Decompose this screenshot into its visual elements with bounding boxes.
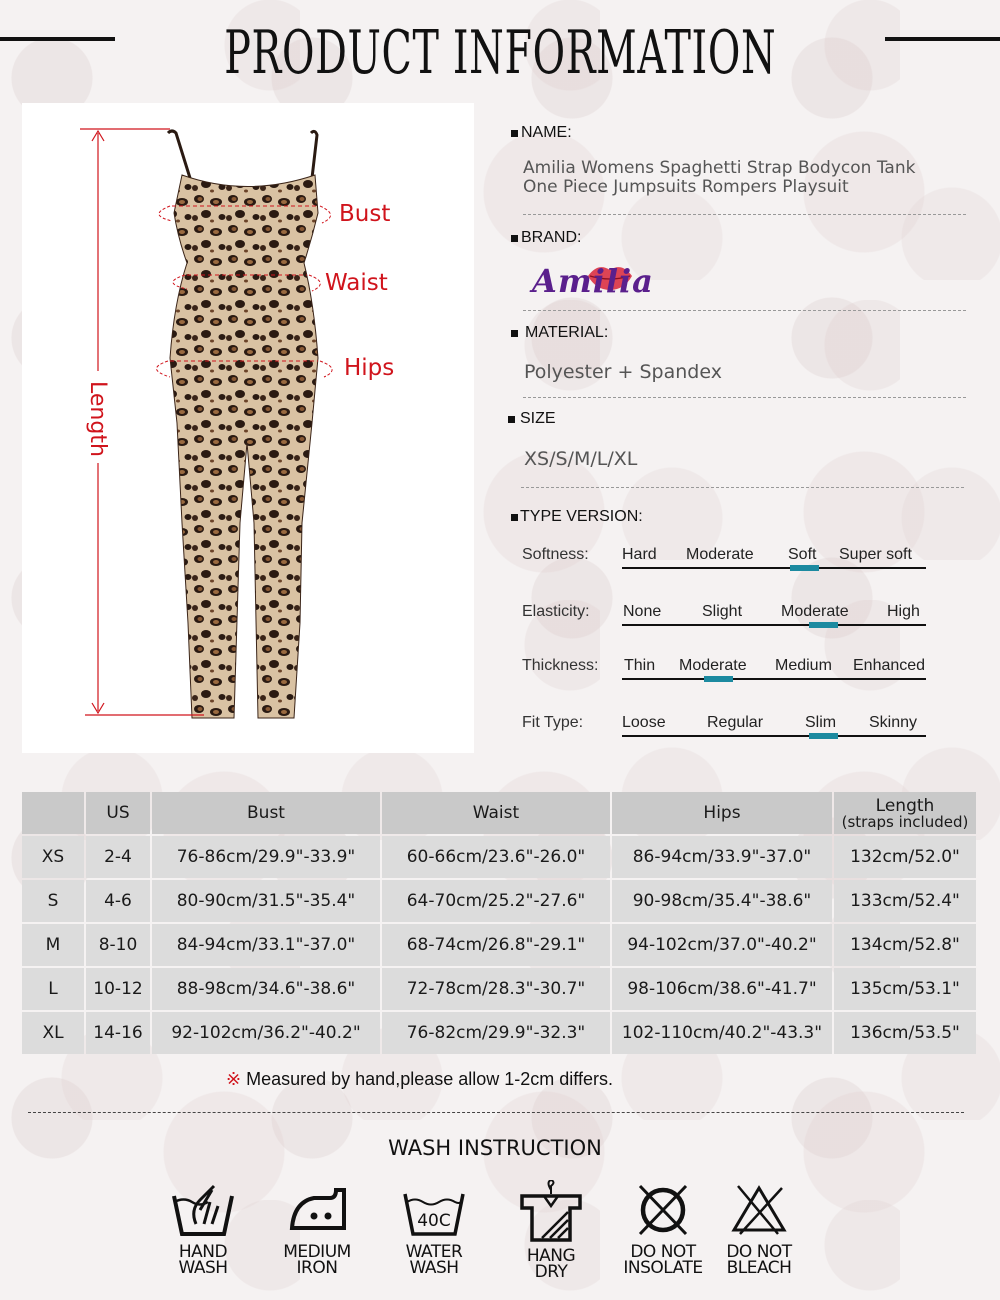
wash-instruction-title: WASH INSTRUCTION (388, 1136, 602, 1160)
scale-option: High (887, 603, 920, 620)
size-value: XS/S/M/L/XL (524, 448, 638, 470)
page-title-row (0, 18, 1000, 88)
header-us: US (86, 792, 150, 834)
header-size (22, 792, 84, 834)
fit-type-scale: Fit Type: Loose Regular Slim Skinny (522, 714, 942, 744)
header-bust: Bust (152, 792, 380, 834)
scale-option: Super soft (839, 546, 912, 563)
do-not-insolate-icon (630, 1180, 696, 1238)
scale-track (622, 678, 926, 680)
header-waist: Waist (382, 792, 610, 834)
product-measurement-diagram (22, 103, 474, 753)
header-hips: Hips (612, 792, 832, 834)
scale-option-selected: Soft (788, 546, 817, 563)
medium-iron-icon (284, 1180, 350, 1238)
wash-item-do-not-insolate: DO NOT INSOLATE (617, 1180, 709, 1276)
scale-option: Moderate (686, 546, 754, 563)
scale-option: None (623, 603, 662, 620)
section-separator (28, 1112, 964, 1113)
reference-mark-icon: ※ (226, 1069, 242, 1089)
scale-option-selected: Moderate (679, 657, 747, 674)
scale-selected-marker (809, 733, 838, 739)
scale-option: Slight (702, 603, 743, 620)
wash-item-hand-wash: HAND WASH (158, 1180, 248, 1276)
bullet-square-icon (511, 235, 518, 242)
scale-option: Hard (622, 546, 657, 563)
wash-item-hang-dry: HANG DRY (506, 1180, 596, 1280)
brand-logo (528, 260, 698, 304)
size-heading: SIZE (508, 410, 556, 428)
scale-option: Medium (775, 657, 832, 674)
thickness-scale: Thickness: Thin Moderate Medium Enhanced (522, 657, 942, 687)
water-wash-40c-icon (401, 1180, 467, 1238)
separator (521, 487, 964, 488)
scale-selected-marker (704, 676, 733, 682)
type-version-heading: TYPE VERSION: (511, 508, 643, 526)
separator (523, 214, 966, 215)
table-header-row (22, 792, 976, 834)
svg-text:40C: 40C (417, 1211, 451, 1231)
waist-label: Waist (325, 270, 388, 296)
table-row: XS 2-4 76-86cm/29.9"-33.9" 60-66cm/23.6"-26.0" 86-94cm/33.9"-37.0" 132cm/52.0" (22, 836, 976, 878)
hand-wash-icon (170, 1180, 236, 1238)
separator (523, 310, 966, 311)
scale-option: Thin (624, 657, 656, 674)
softness-scale: Softness: Hard Moderate Soft Super soft (522, 546, 942, 576)
wash-item-do-not-bleach: DO NOT BLEACH (714, 1180, 804, 1276)
wash-item-water-wash: 40C WATER WASH (389, 1180, 479, 1276)
do-not-bleach-icon (726, 1180, 792, 1238)
bullet-square-icon (511, 130, 518, 137)
scale-option: Regular (707, 714, 764, 731)
scale-track (622, 567, 926, 569)
table-row: XL 14-16 92-102cm/36.2"-40.2" 76-82cm/29.9"-32.3" 102-110cm/40.2"-43.3" 136cm/53.5" (22, 1012, 976, 1054)
bullet-square-icon (508, 416, 515, 423)
brand-heading: BRAND: (511, 229, 581, 247)
material-heading: MATERIAL: (511, 324, 608, 342)
scale-option: Loose (622, 714, 666, 731)
table-row: L 10-12 88-98cm/34.6"-38.6" 72-78cm/28.3"-30.7" 98-106cm/38.6"-41.7" 135cm/53.1" (22, 968, 976, 1010)
length-label: Length (85, 381, 110, 457)
product-name: Amilia Womens Spaghetti Strap Bodycon Tank One Piece Jumpsuits Rompers Playsuit (523, 158, 916, 197)
bust-label: Bust (339, 201, 391, 227)
scale-selected-marker (809, 622, 838, 628)
scale-option: Skinny (869, 714, 918, 731)
scale-option-selected: Slim (805, 714, 837, 731)
scale-option: Enhanced (853, 657, 926, 674)
elasticity-scale: Elasticity: None Slight Moderate High (522, 603, 942, 633)
header-length: Length (straps included) (834, 792, 976, 834)
page-title: PRODUCT INFORMATION (223, 18, 777, 88)
scale-track (622, 624, 926, 626)
scale-option-selected: Moderate (781, 603, 849, 620)
material-value: Polyester + Spandex (524, 361, 722, 383)
table-row: S 4-6 80-90cm/31.5"-35.4" 64-70cm/25.2"-27.6" 90-98cm/35.4"-38.6" 133cm/52.4" (22, 880, 976, 922)
bullet-square-icon (511, 514, 518, 521)
bullet-square-icon (511, 330, 518, 337)
table-row: M 8-10 84-94cm/33.1"-37.0" 68-74cm/26.8"-29.1" 94-102cm/37.0"-40.2" 134cm/52.8" (22, 924, 976, 966)
scale-track (622, 735, 926, 737)
name-heading: NAME: (511, 124, 572, 142)
brand-logo-text: Amilia (532, 262, 654, 300)
measurement-note: ※ Measured by hand,please allow 1-2cm differs. (226, 1069, 613, 1089)
scale-selected-marker (790, 565, 819, 571)
hang-dry-icon (518, 1180, 584, 1242)
size-chart-table (20, 790, 978, 1056)
wash-item-medium-iron: MEDIUM IRON (272, 1180, 362, 1276)
separator (523, 397, 966, 398)
hips-label: Hips (344, 355, 395, 381)
